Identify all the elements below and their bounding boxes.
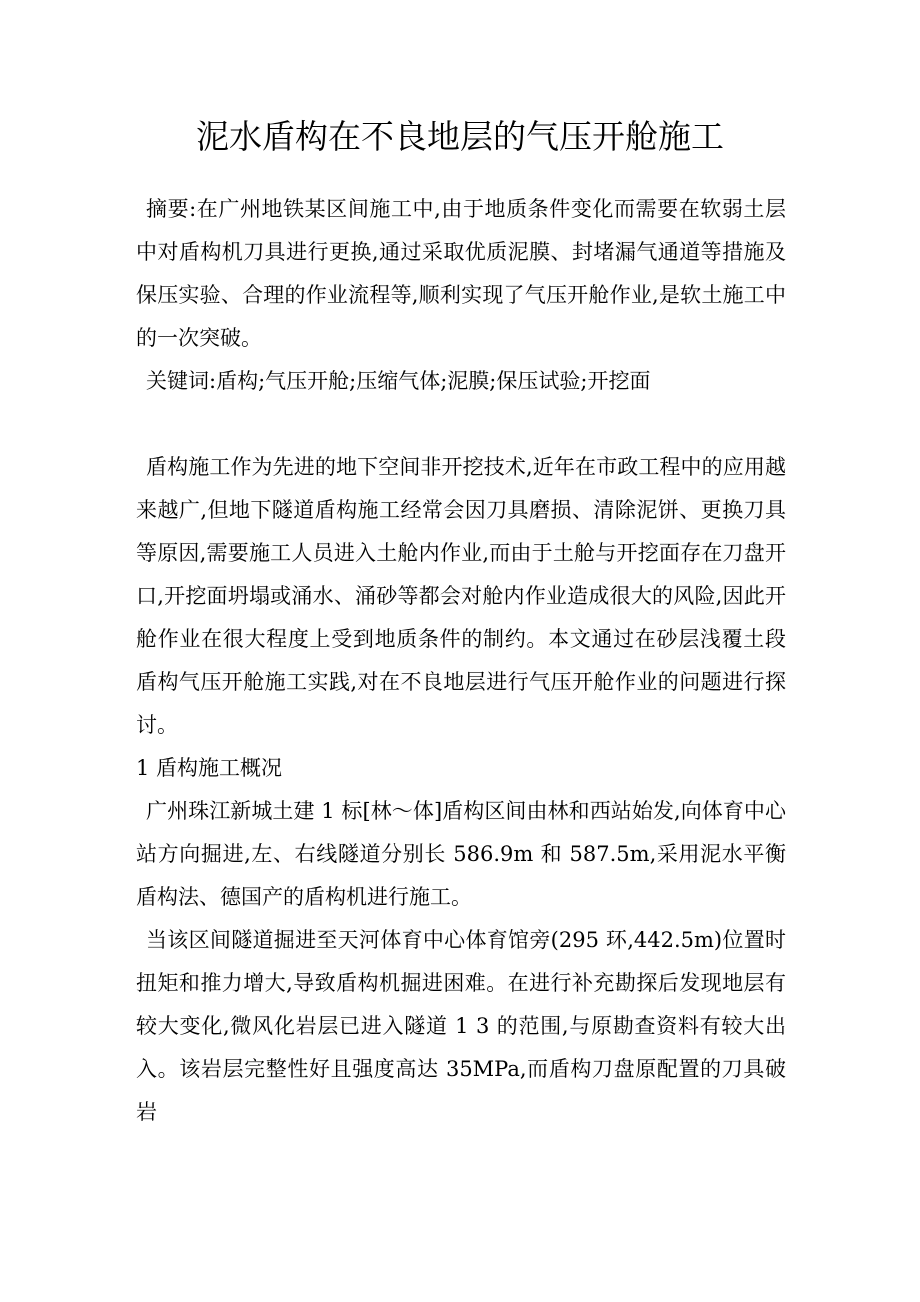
section1-paragraph-2: 当该区间隧道掘进至天河体育中心体育馆旁(295 环,442.5m)位置时扭矩和推力增大,导致盾构机掘进困难。在进行补充勘探后发现地层有较大变化,微风化岩层已进入隧道 1 3 的范围,与原勘查资料有较大出入。该岩层完整性好且强度高达 35MPa,而盾构刀盘原配置的刀具破岩 — [136, 928, 786, 1124]
section1-paragraph-1: 广州珠江新城土建 1 标[林～体]盾构区间由林和西站始发,向体育中心站方向掘进,左、右线隧道分别长 586.9m 和 587.5m,采用泥水平衡盾构法、德国产的盾构机进行施工。 — [136, 799, 786, 909]
paragraph-spacer — [136, 403, 786, 446]
keywords-line: 关键词:盾构;气压开舱;压缩气体;泥膜;保压试验;开挖面 — [146, 369, 651, 393]
abstract-paragraph: 摘要:在广州地铁某区间施工中,由于地质条件变化而需要在软弱土层中对盾构机刀具进行更换,通过采取优质泥膜、封堵漏气通道等措施及保压实验、合理的作业流程等,顺利实现了气压开舱作业,是软土施工中的一次突破。 — [136, 197, 786, 350]
intro-paragraph: 盾构施工作为先进的地下空间非开挖技术,近年在市政工程中的应用越来越广,但地下隧道盾构施工经常会因刀具磨损、清除泥饼、更换刀具等原因,需要施工人员进入土舱内作业,而由于土舱与开挖面存在刀盘开口,开挖面坍塌或涌水、涌砂等都会对舱内作业造成很大的风险,因此开舱作业在很大程度上受到地质条件的制约。本文通过在砂层浅覆土段盾构气压开舱施工实践,对在不良地层进行气压开舱作业的问题进行探讨。 — [136, 455, 786, 737]
section-heading: 1 盾构施工概况 — [136, 756, 283, 780]
document-title: 泥水盾构在不良地层的气压开舱施工 — [196, 117, 724, 156]
document-body — [136, 188, 786, 1134]
